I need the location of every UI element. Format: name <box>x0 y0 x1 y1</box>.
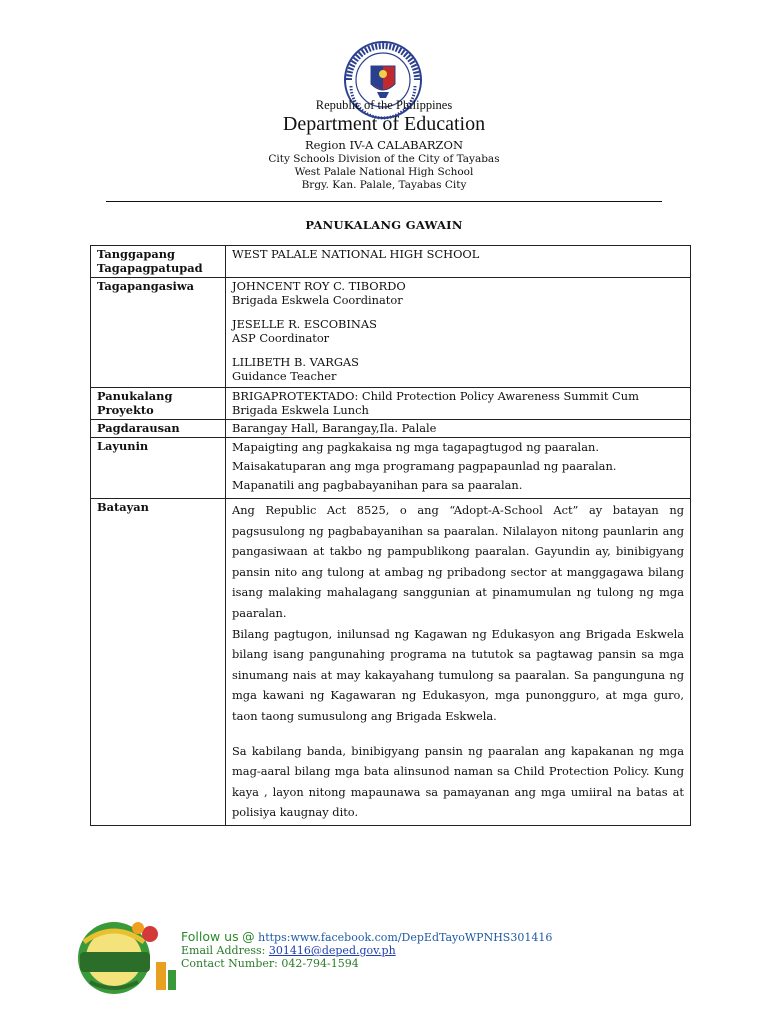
officer-role: ASP Coordinator <box>232 331 330 345</box>
officer-role: Guidance Teacher <box>232 369 337 383</box>
venue-label: Pagdarausan <box>91 420 226 438</box>
email-link[interactable]: 301416@deped.gov.ph <box>268 944 396 957</box>
officer-name: JESELLE R. ESCOBINAS <box>232 317 377 331</box>
footer-follow-line <box>181 929 552 944</box>
basis-paragraph: Bilang pagtugon, inilunsad ng Kagawan ng Edukasyon ang Brigada Eskwela bilang isang pangunahing programa na tututok sa pagtawag pansin sa mga sinumang nais at may kakayahang tumulong sa paaralan. Sa pangunguna ng mga kawani ng Kagawaran ng Edukasyon, mga punongguro, at mga guro, taon taong sumusulong ang Brigada Eskwela. <box>232 626 684 723</box>
project-value: BRIGAPROTEKTADO: Child Protection Policy Awareness Summit Cum Brigada Eskwela Lunch <box>226 388 691 420</box>
objectives-label: Layunin <box>91 438 226 499</box>
basis-label: Batayan <box>91 499 226 826</box>
officer-entry <box>232 279 684 307</box>
contact-label: Contact Number: <box>181 957 278 970</box>
contact-number: 042-794-1594 <box>281 957 359 970</box>
officer-name: LILIBETH B. VARGAS <box>232 355 359 369</box>
table-row <box>91 278 691 388</box>
division-line: City Schools Division of the City of Tayabas <box>268 153 500 165</box>
implementing-office-label: Tanggapang Tagapagpatupad <box>91 246 226 278</box>
implementing-office-value: WEST PALALE NATIONAL HIGH SCHOOL <box>226 246 691 278</box>
objective-item: Mapaigting ang pagkakaisa ng mga tagapagtugod ng paaralan. <box>232 440 599 454</box>
follow-at: @ <box>242 929 255 944</box>
table-row <box>91 438 691 499</box>
project-label: Panukalang Proyekto <box>91 388 226 420</box>
header-divider <box>106 201 662 202</box>
basis-paragraph: Ang Republic Act 8525, o ang “Adopt-A-School Act” ay batayan ng pagsusulong ng pagbabayanihan sa paaralan. Nilalayon nitong paunlarin ang pangasiwaan at takbo ng pampublikong paaralan. Gayundin ay, binibigyang pansin nito ang tulong at ambag ng pribadong sector at manggagawa bilang isang malaking mahalagang sanggunian at pinamumulan ng tulong ng mga paaralan. <box>232 503 684 620</box>
table-row <box>91 388 691 420</box>
document-title: PANUKALANG GAWAIN <box>305 218 463 232</box>
facebook-link[interactable]: https:www.facebook.com/DepEdTayoWPNHS301416 <box>258 931 553 944</box>
republic-line: Republic of the Philippines <box>315 98 453 112</box>
region-line: Region IV-A CALABARZON <box>304 138 464 152</box>
officer-role: Brigada Eskwela Coordinator <box>232 293 403 307</box>
email-label: Email Address: <box>181 944 266 957</box>
department-name: Department of Education <box>282 113 486 135</box>
chair-value <box>226 278 691 388</box>
basis-value <box>226 499 691 826</box>
footer-contact-line <box>181 957 359 970</box>
officer-entry <box>232 355 684 383</box>
officer-entry <box>232 317 684 345</box>
school-logo <box>70 912 180 998</box>
basis-paragraph: Sa kabilang banda, binibigyang pansin ng paaralan ang kapakanan ng mga mag-aaral bilang mga bata alinsunod naman sa Child Protection Policy. Kung kaya , layon nitong mapaunawa sa pamayanan ang mga umiiral na batas at polisiya kaugnay dito. <box>232 743 684 820</box>
table-row <box>91 246 691 278</box>
objectives-value <box>226 438 691 499</box>
follow-label: Follow us <box>181 929 239 944</box>
objective-item: Mapanatili ang pagbabayanihan para sa paaralan. <box>232 478 523 492</box>
objective-item: Maisakatuparan ang mga programang pagpapaunlad ng paaralan. <box>232 459 617 473</box>
table-row <box>91 420 691 438</box>
proposal-table <box>90 245 691 826</box>
chair-label: Tagapangasiwa <box>91 278 226 388</box>
footer-email-line <box>181 944 396 957</box>
officer-name: JOHNCENT ROY C. TIBORDO <box>232 279 406 293</box>
address-line: Brgy. Kan. Palale, Tayabas City <box>301 179 467 191</box>
school-line: West Palale National High School <box>294 166 474 178</box>
venue-value: Barangay Hall, Barangay,Ila. Palale <box>226 420 691 438</box>
table-row <box>91 499 691 826</box>
